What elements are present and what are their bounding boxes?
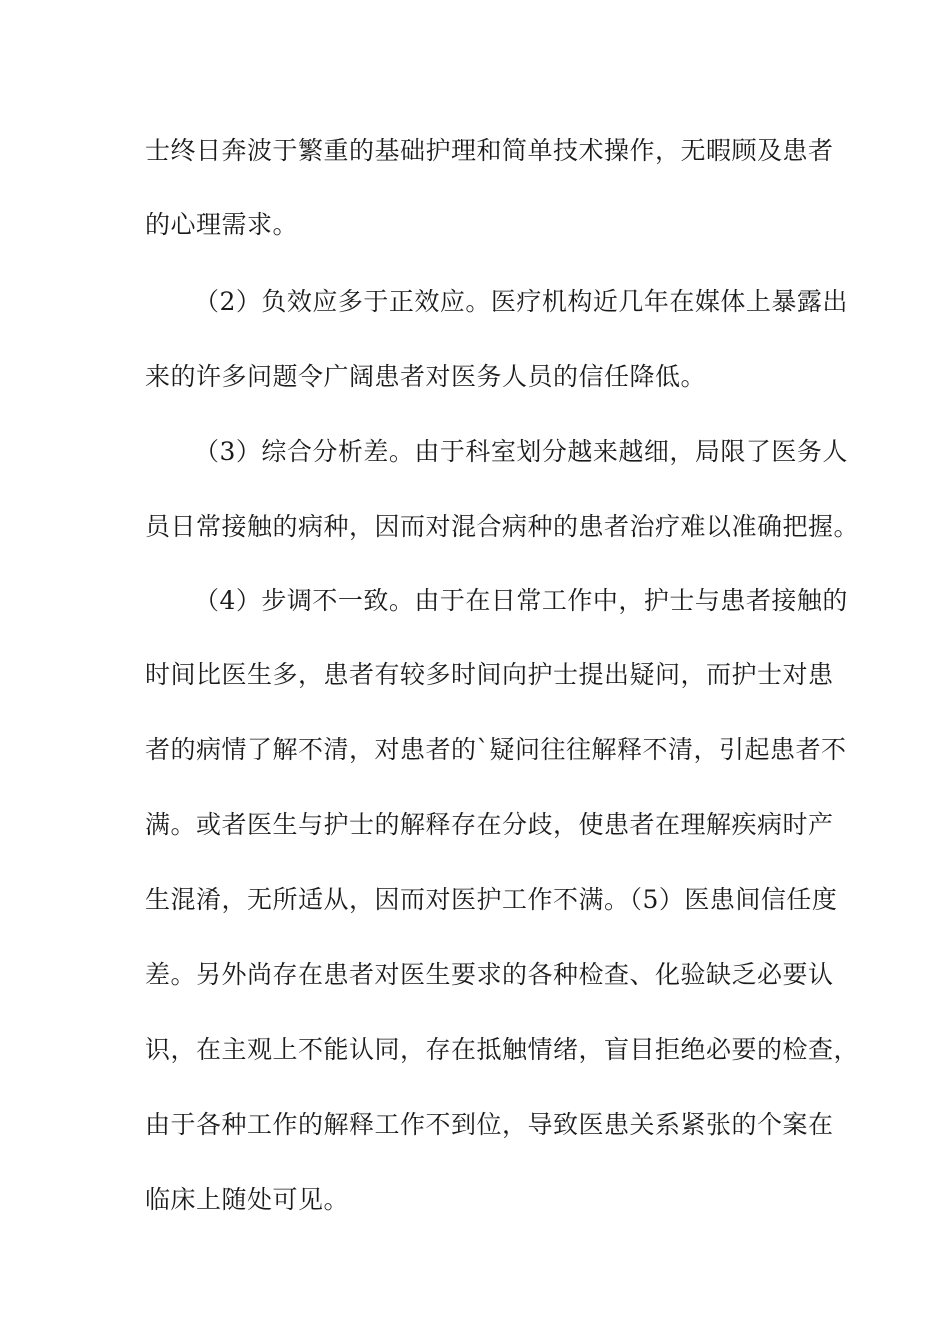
text-line: 士终日奔波于繁重的基础护理和简单技术操作，无暇顾及患者 — [145, 136, 834, 165]
text-line: 生混淆，无所适从，因而对医护工作不满。（5）医患间信任度 — [145, 885, 838, 914]
paragraph-4-line: （4）步调不一致。由于在日常工作中，护士与患者接触的 — [194, 586, 848, 615]
text-line: 由于各种工作的解释工作不到位，导致医患关系紧张的个案在 — [145, 1110, 834, 1139]
text-line: 差。另外尚存在患者对医生要求的各种检查、化验缺乏必要认 — [145, 960, 834, 989]
text-line: 的心理需求。 — [145, 210, 299, 239]
text-line: 满。或者医生与护士的解释存在分歧，使患者在理解疾病时产 — [145, 810, 834, 839]
text-line: 来的许多问题令广阔患者对医务人员的信任降低。 — [145, 362, 707, 391]
text-line: 员日常接触的病种，因而对混合病种的患者治疗难以准确把握。 — [145, 512, 860, 541]
text-line: 识，在主观上不能认同，存在抵触情绪，盲目拒绝必要的检查， — [145, 1035, 860, 1064]
paragraph-2-line: （2）负效应多于正效应。医疗机构近几年在媒体上暴露出 — [194, 287, 848, 316]
text-line: 临床上随处可见。 — [145, 1185, 350, 1214]
text-line: 者的病情了解不清，对患者的`疑问往往解释不清，引起患者不 — [145, 735, 847, 764]
paragraph-3-line: （3）综合分析差。由于科室划分越来越细，局限了医务人 — [194, 437, 848, 466]
text-line: 时间比医生多，患者有较多时间向护士提出疑问，而护士对患 — [145, 660, 834, 689]
